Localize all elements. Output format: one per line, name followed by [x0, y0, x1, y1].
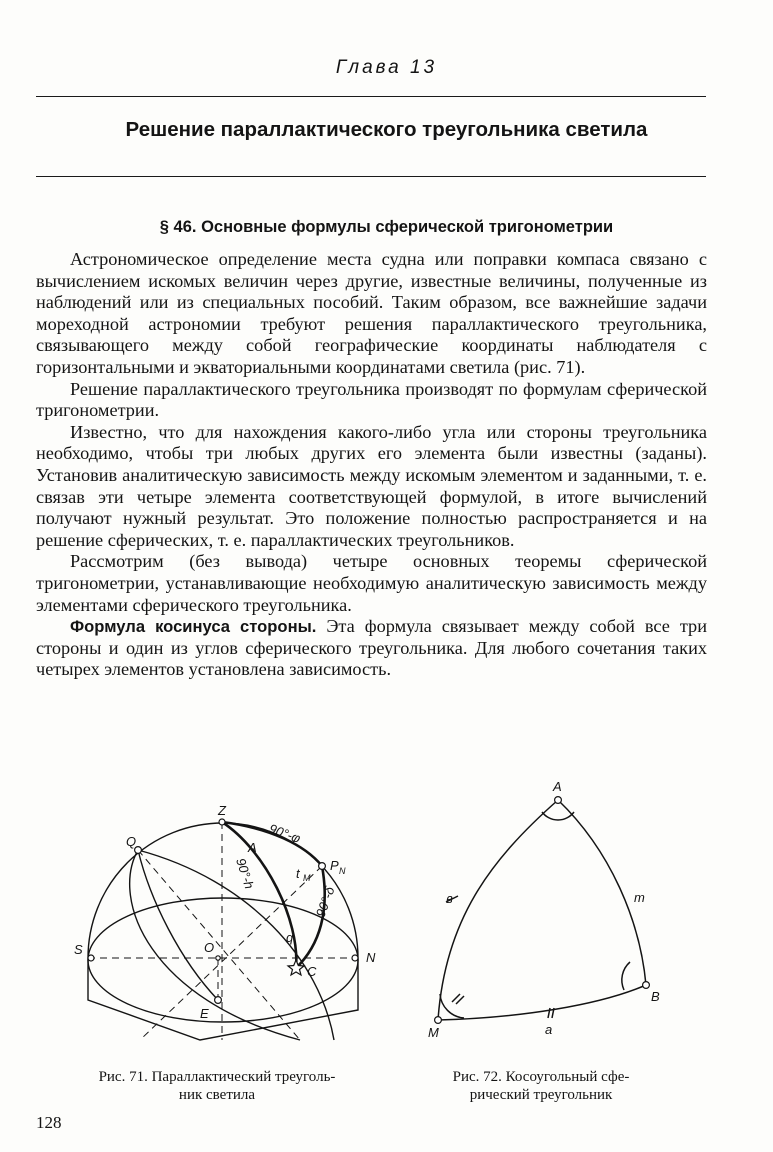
label-arc-h: 90°-h — [233, 856, 258, 891]
angle-arc-b — [622, 962, 630, 990]
paragraph-4: Рассмотрим (без вывода) четыре основных теоремы сферической тригонометрии, устанавливающие необходимую аналитическую зависимость между элементами сферического треугольника. — [36, 551, 707, 615]
label-tm: t — [296, 866, 300, 881]
point-o — [216, 956, 220, 960]
angle-arc-m — [440, 994, 464, 1018]
label-a: A — [248, 840, 257, 855]
label-side-m: m — [634, 890, 645, 905]
figure-72-caption-line-2: рический треугольник — [469, 1087, 613, 1103]
label-c: C — [307, 964, 317, 979]
top-rule — [36, 96, 706, 97]
point-e — [215, 997, 222, 1004]
point-z — [219, 819, 225, 825]
point-s — [88, 955, 94, 961]
label-vertex-a: A — [553, 779, 562, 794]
figure-72-caption-line-1: Рис. 72. Косоугольный сфе- — [452, 1069, 630, 1085]
side-b — [438, 800, 558, 1020]
axis-q — [138, 850, 300, 1040]
label-o: O — [204, 940, 215, 955]
section-heading: § 46. Основные формулы сферической тригонометрии — [159, 218, 614, 236]
vertex-b — [643, 982, 650, 989]
label-vertex-m: M — [428, 1025, 439, 1040]
vertical-of-star — [222, 822, 296, 968]
sphere-outline — [88, 820, 358, 1040]
chapter-title: Решение параллактического треугольника светила — [125, 118, 648, 141]
label-vertex-b: B — [651, 989, 660, 1004]
label-arc-d: 90°-δ — [312, 884, 338, 920]
figure-71-caption-line-2: ник светила — [178, 1087, 256, 1103]
label-q-angle: q — [286, 930, 294, 945]
paragraph-3: Известно, что для нахождения какого-либо угла или стороны треугольника необходимо, чтобы три любых других его элемента были известны (заданы). Установив аналитическую зависимость между искомым элементом и заданными, т. е. связав эти четыре элемента соответствующей формулой, в итоге вычислений получают нужный результат. Это положение полностью распространяется и на решение сферических, т. е. параллактических треугольников. — [36, 421, 707, 550]
vertex-m — [435, 1017, 442, 1024]
vertex-a — [555, 797, 562, 804]
label-side-b: в — [446, 891, 453, 906]
angle-arc-a — [542, 812, 574, 820]
label-q: Q — [126, 834, 137, 849]
figure-72-diagram — [420, 775, 660, 1050]
body-text — [36, 249, 707, 681]
page-number: 128 — [36, 1113, 62, 1132]
point-pn — [319, 863, 326, 870]
figure-71-caption — [52, 1068, 382, 1104]
paragraph-5 — [36, 616, 707, 681]
figure-71-caption-line-1: Рис. 71. Параллактический треуголь- — [98, 1069, 336, 1085]
paragraph-2: Решение параллактического треугольника производят по формулам сферической тригонометрии. — [36, 378, 707, 421]
figure-72-caption — [410, 1068, 672, 1104]
label-side-a: а — [545, 1022, 553, 1037]
side-a — [438, 985, 646, 1020]
label-pn-sub: N — [339, 866, 346, 876]
formula-heading: Формула косинуса стороны. — [70, 617, 317, 637]
label-tm-sub: M — [303, 873, 311, 883]
tick-a1 — [548, 1008, 550, 1018]
figure-71-diagram — [60, 795, 380, 1055]
label-z: Z — [218, 803, 226, 818]
label-e: E — [200, 1006, 209, 1021]
chapter-heading: Глава 13 — [335, 57, 438, 78]
label-pn: P — [330, 858, 339, 873]
equator-arc — [130, 850, 300, 1040]
paragraph-1: Астрономическое определение места судна или поправки компаса связано с вычислением искомых величин через другие, известные величины, полученные из наблюдений или из специальных пособий. Таким образом, все важнейшие задачи мореходной астрономии требуют решения параллактического треугольника, связывающего между собой географические координаты наблюдателя с горизонтальными и экваториальными координатами светила (рис. 71). — [36, 249, 707, 377]
title-rule — [36, 176, 706, 177]
label-arc-top: 90°-φ — [266, 820, 303, 846]
side-m — [558, 800, 646, 985]
label-s: S — [74, 942, 83, 957]
point-n — [352, 955, 358, 961]
paragraph-5-text: Эта формула связывает между собой все три стороны и один из углов сферического треугольника. Для любого сочетания таких четырех элементов установлена зависимость. — [36, 616, 707, 680]
label-n: N — [366, 950, 376, 965]
